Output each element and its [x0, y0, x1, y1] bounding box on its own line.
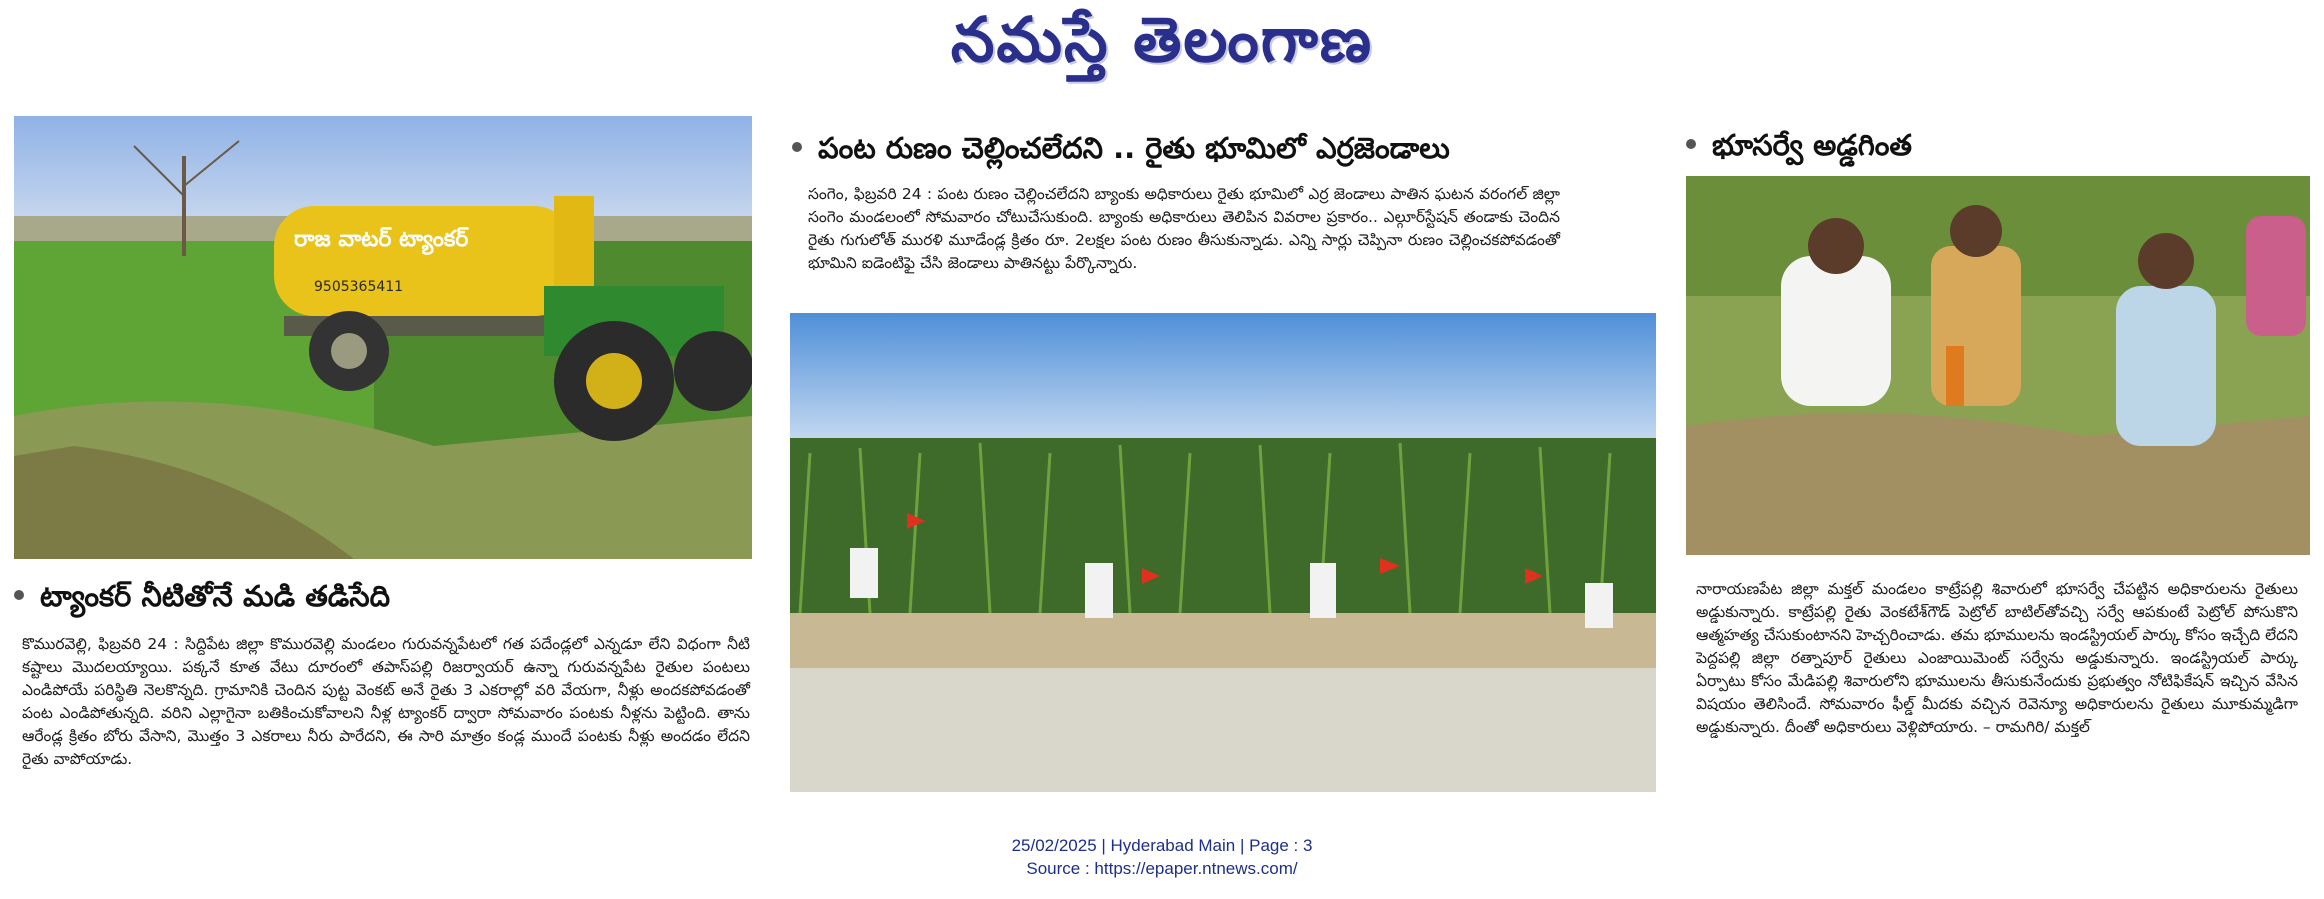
tanker-photo — [14, 116, 752, 559]
corn-field-photo — [790, 313, 1656, 792]
article-3-headline-text: భూసర్వే అడ్డగింత — [1712, 128, 1912, 162]
bullet-icon — [1686, 139, 1696, 149]
tanker-number: 9505365411 — [314, 279, 404, 295]
bullet-icon — [14, 590, 24, 600]
tanker-label: రాజ వాటర్ ట్యాంకర్ — [294, 227, 469, 252]
article-2-headline-text: పంట రుణం చెల్లించలేదని .. రైతు భూమిలో ఎర్రజెండాలు — [818, 131, 1450, 165]
bullet-icon — [792, 142, 802, 152]
article-1-headline-text: ట్యాంకర్ నీటితోనే మడి తడిసేది — [40, 579, 391, 613]
article-1-body: కొమురవెల్లి, ఫిబ్రవరి 24 : సిద్దిపేట జిల్లా కొమురవెల్లి మండలం గురువన్నపేటలో గత పదేండ్లలో ఎన్నడూ లేని విధంగా నీటి కష్టాలు మొదలయ్యాయి. పక్కనే కూత వేటు దూరంలో తపాస్‌పల్లి రిజర్వాయర్ ఉన్నా గురువన్నపేట రైతుల పంటలు ఎండిపోయే పరిస్థితి నెలకొన్నది. గ్రామానికి చెందిన పుట్ట వెంకట్ అనే రైతు 3 ఎకరాల్లో వరి వేయగా, నీళ్లు అందకపోవడంతో పంట ఎండిపోతున్నది. వరిని ఎల్లాగైనా బతికించుకోవాలని నీళ్ల ట్యాంకర్ ద్వారా సోమవారం పంటకు నీళ్లను పెట్టింది. తాను ఆరేండ్ల క్రితం బోరు వేసాని, మొత్తం 3 ఎకరాలు నీరు పారేదని, ఈ సారి మాత్రం కండ్ల ముందే పంటకు నీళ్లు అందడం లేదని రైతు వాపోయాడు. — [22, 635, 750, 768]
article-1-headline — [14, 578, 390, 614]
article-3-headline — [1686, 127, 1912, 163]
footer-date-edition: 25/02/2025 | Hyderabad Main | Page : 3 — [1011, 836, 1313, 855]
article-2-headline — [792, 130, 1450, 166]
farmers-photo — [1686, 176, 2310, 555]
article-2-body: సంగెం, ఫిబ్రవరి 24 : పంట రుణం చెల్లించలేదని బ్యాంకు అధికారులు రైతు భూమిలో ఎర్ర జెండాలు పాతిన ఘటన వరంగల్ జిల్లా సంగెం మండలంలో సోమవారం చోటుచేసుకుంది. బ్యాంకు అధికారులు తెలిపిన వివరాల ప్రకారం.. ఎల్గూర్‌స్టేషన్ తండాకు చెందిన రైతు గుగులోత్ మురళి మూడేండ్ల క్రితం రూ. 2లక్షల పంట రుణం తీసుకున్నాడు. ఎన్ని సార్లు చెప్పినా రుణం చెల్లించకపోవడంతో భూమిని ఐడెంటిఫై చేసి జెండాలు పాతినట్టు పేర్కొన్నారు. — [808, 185, 1560, 272]
footer-source: Source : https://epaper.ntnews.com/ — [1026, 859, 1298, 878]
article-3-body: నారాయణపేట జిల్లా మక్తల్ మండలం కాట్రేపల్లి శివారులో భూసర్వే చేపట్టిన అధికారులను రైతులు అడ్డుకున్నారు. కాట్రేపల్లి రైతు వెంకటేశ్‌గౌడ్ పెట్రోల్ బాటిల్‌తోవచ్చి సర్వే ఆపకుంటే పెట్రోల్ పోసుకొని ఆత్మహత్య చేసుకుంటానని హెచ్చరించాడు. తమ భూములను ఇండస్ట్రియల్ పార్కు కోసం ఇచ్చేది లేదని పెద్దపల్లి జిల్లా రత్నాపూర్ రైతులు ఎంజాయిమెంట్ సర్వేను అడ్డుకున్నారు. ఇండస్ట్రియల్ పార్కు ఏర్పాటు కోసం మేడిపల్లి శివారులోని భూములను తీసుకునేందుకు ప్రభుత్వం నోటిఫికేషన్ ఇచ్చిన వేసిన విషయం తెలిసిందే. సోమవారం ఫీల్డ్ మీదకు వచ్చిన రెవెన్యూ అధికారులను రైతులు మూకుమ్మడిగా అడ్డుకున్నారు. దీంతో అధికారులు వెళ్లిపోయారు. – రామగిరి/ మక్తల్ — [1696, 580, 2298, 736]
masthead-title: నమస్తే తెలంగాణ — [950, 3, 1374, 76]
